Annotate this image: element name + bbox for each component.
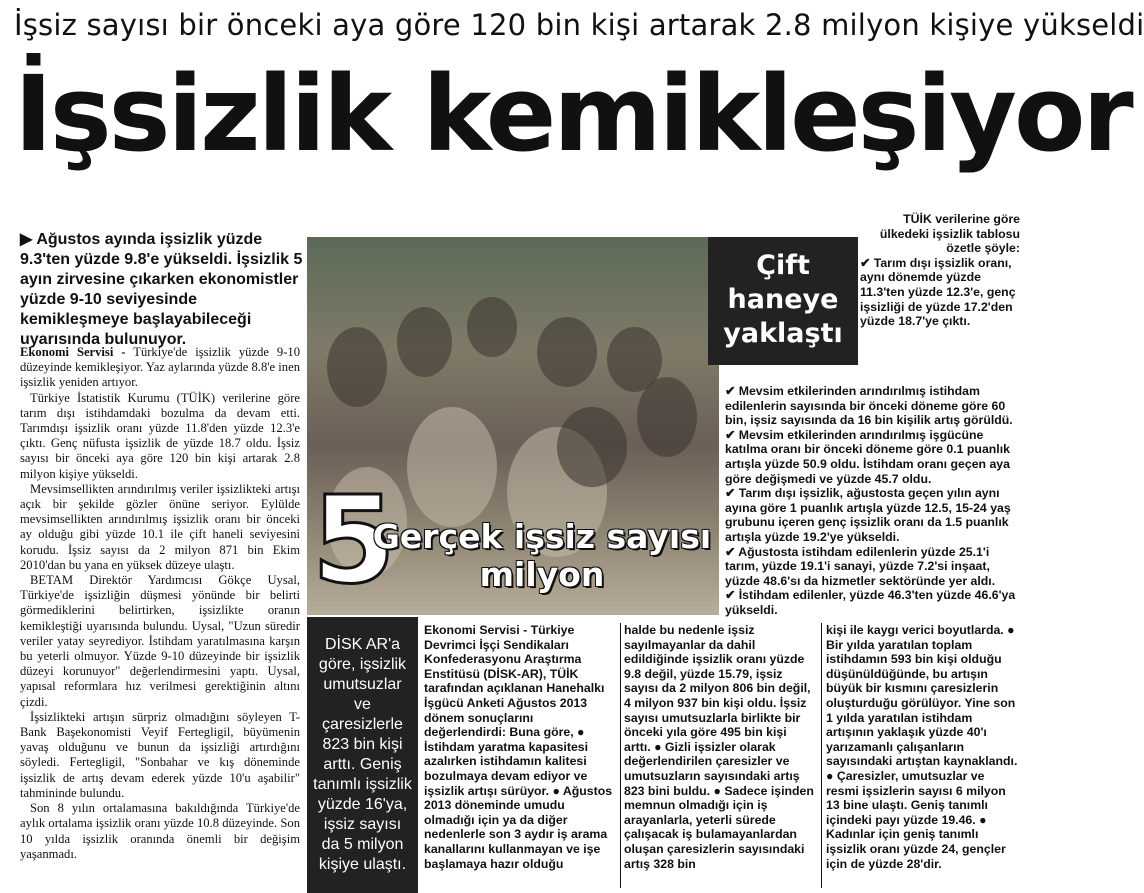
deck [20,230,305,350]
arrow-icon: ▶ [20,231,33,248]
sidebar-bottom [725,384,1020,618]
sidebar-item: ✔ Tarım dışı işsizlik oranı, aynı dönemde yüzde 11.3'ten yüzde 12.3'e, genç işsizliği de yüzde 17.2'den yüzde 18.7'ye çıktı. [860,255,1016,329]
bottom-column-1: Ekonomi Servisi - Türkiye Devrimci İşçi Sendikaları Konfederasyonu Araştırma Enstitüsü (DİSK-AR), TÜİK tarafından açıklanan Hanehalkı İşgücü Anketi Ağustos 2013 dönem sonuçlarını değerlendirdi: Buna göre, ● İstihdam yaratma kapasitesi azalırken istihdamın kalitesi bozulmaya devam ediyor ve işsizlik artışı sürüyor. ● Ağustos 2013 döneminde umudu olmadığı için ya da diğer nedenlerle son 3 aydır iş arama kanallarını kullanmayan ve işe başlamaya hazır olduğu [424,623,613,871]
disk-box: DİSK AR'a göre, işsizlik umutsuzlar ve çaresizlerle 823 bin kişi arttı. Geniş tanımlı işsizlik yüzde 16'ya, işsiz sayısı da 5 milyon kişiye ulaştı. [307,617,418,893]
body-paragraph: İşsizlikteki artışın sürpriz olmadığını söyleyen T-Bank Başekonomisti Veyif Fertegligil, büyümenin yavaş olduğunu ve bunun da işsizliği artırdığını söyledi. Fertegligil, "Sonbahar ve kış döneminde işsizlik de artış devam ederek yüzde 10'u aşabilir" tahmininde bulundu. [20,709,300,800]
sidebar-item: ✔ İstihdam edilenler, yüzde 46.3'ten yüzde 46.6'ya yükseldi. [725,588,1016,617]
deck-text: Ağustos ayında işsizlik yüzde 9.3'ten yüzde 9.8'e yükseldi. İşsizlik 5 ayın zirvesine çıkarken ekonomistler yüzde 9-10 seviyesinde kemikleşmeye başlayabileceği uyarısında bulunuyor. [20,231,303,348]
bottom-column-2: halde bu nedenle işsiz sayılmayanlar da dahil edildiğinde işsizlik oranı yüzde 9.8 değil, yüzde 15.79, işsiz sayısı da 2 milyon 806 bin değil, 4 milyon 937 bin kişi oldu. İşsiz sayısı umutsuzlarla birlikte bir önceki yıla göre 495 bin kişi arttı. ● Gizli işsizler olarak değerlendirilen çaresizler ve umutsuzların sayısındaki artış 823 bini buldu. ● Sadece işinden memnun olmadığı için iş arayanlarla, yeterli sürede çalışacak iş bulamayanlardan oluşan çaresizlerin sayısındaki artış 328 bin [624,623,814,871]
headline: İşsizlik kemikleşiyor [14,53,1131,175]
overlay-title: Gerçek işsiz sayısı milyon [372,517,712,594]
body-paragraph: Türkiye İstatistik Kurumu (TÜİK) verilerine göre tarım dışı istihdamdaki bozulma da devam etti. Tarımdışı işsizlik oranı yüzde 11.8'den yüzde 12.3'e çıktı. Genç nüfusta işsizlik de yüzde 18.7 oldu. İşsiz sayısı bir önceki aya göre 120 bin kişi artarak 2.8 milyon kişiye yükseldi. [20,390,300,481]
sidebar-top [860,212,1020,329]
body-paragraph: Mevsimsellikten arındırılmış veriler işsizlikteki artışı açık bir şekilde gözler önüne seriyor. Eylülde mevsimsellikten arındırılmış işsizlik oranı bir önceki ay olduğu gibi yüzde 10.1 ile çift haneli seviyesini korudu. İşsiz sayısı da 2 milyon 871 bin Ekim 2010'dan bu yana en yüksek düzeye ulaştı. [20,481,300,572]
article-body [20,345,300,862]
sidebar-item: ✔ Ağustosta istihdam edilenlerin yüzde 25.1'i tarım, yüzde 19.1'i sanayi, yüzde 7.2'si inşaat, yüzde 48.6'sı da hizmetler sektöründe yer aldı. [725,544,996,588]
overlay-number: 5 [312,472,396,611]
body-paragraph: Son 8 yılın ortalamasına bakıldığında Türkiye'de aylık ortalama işsizlik oranı yüzde 10.8 düzeyinde. Son 10 yılda işsizlik oranında önemli bir değişim yaşanmadı. [20,801,300,861]
sidebar-intro: TÜİK verilerine göre ülkedeki işsizlik tablosu özetle şöyle: [879,212,1020,256]
sidebar-item: ✔ Mevsim etkilerinden arındırılmış istihdam edilenlerin sayısında bir önceki döneme göre 60 bin, işsiz sayısında da 16 bin kişilik artış görüldü. [725,384,1013,428]
sidebar-item: ✔ Tarım dışı işsizlik, ağustosta geçen yılın aynı ayına göre 1 puanlık artışla yüzde 12.5, 15-24 yaş grubunu içeren genç işsizlik oranı da 1.5 puanlık artışla yüzde 19.2'ye yükseldi. [725,486,1011,544]
column-divider [620,623,621,888]
bottom-column-3: kişi ile kaygı verici boyutlarda. ● Bir yılda yaratılan toplam istihdamın 593 bin kişi olduğu düşünüldüğünde, bu artışın büyük bir kısmını çaresizlerin oluşturduğu görülüyor. Yine son 1 yılda yaratılan istihdam artışının yaklaşık yüzde 40'ı yarızamanlı çalışanların sayısındaki artıştan kaynaklandı. ● Çaresizler, umutsuzlar ve resmi işsizlerin sayısı 6 milyon 13 bine ulaştı. Geniş tanımlı içindeki payı yüzde 19.46. ● Kadınlar için geniş tanımlı işsizlik oranı yüzde 24, gençler için de yüzde 28'dir. [826,623,1018,871]
box-title: Çift haneye yaklaştı [708,237,858,365]
byline: Ekonomi Servisi - [20,345,126,359]
column-divider [821,623,822,888]
body-paragraph: BETAM Direktör Yardımcısı Gökçe Uysal, Türkiye'de işsizliğin düşmesi yönünde bir belirti görmediklerini belirtirken, işsizlikte oranın kemikleştiği uyarısında bulundu. Uysal, "Uzun süredir veriler yatay seyrediyor. İstihdam yaratılmasına karşın bu yeterli olmuyor. Yüzde 9-10 düzeyinde bir işsizlik düzeyi korunuyor" değerlendirmesini yaptı. Uysal, yapısal reformlara hız verilmesi gerektiğinin altını çizdi. [20,573,300,709]
body-paragraph: Ekonomi Servisi - Türkiye'de işsizlik yüzde 9-10 düzeyinde kemikleşiyor. Yaz aylarında yüzde 8.8'e inen işsizlik yeniden artıyor. [20,345,301,390]
subheadline: İşsiz sayısı bir önceki aya göre 120 bin kişi artarak 2.8 milyon kişiye yükseldi [14,8,1144,42]
sidebar-item: ✔ Mevsim etkilerinden arındırılmış işgücüne katılma oranı bir önceki döneme göre 0.1 puanlık artışla yüzde 50.9 oldu. İstihdam oranı geçen aya göre değişmedi ve yüzde 45.7 oldu. [725,427,1010,486]
